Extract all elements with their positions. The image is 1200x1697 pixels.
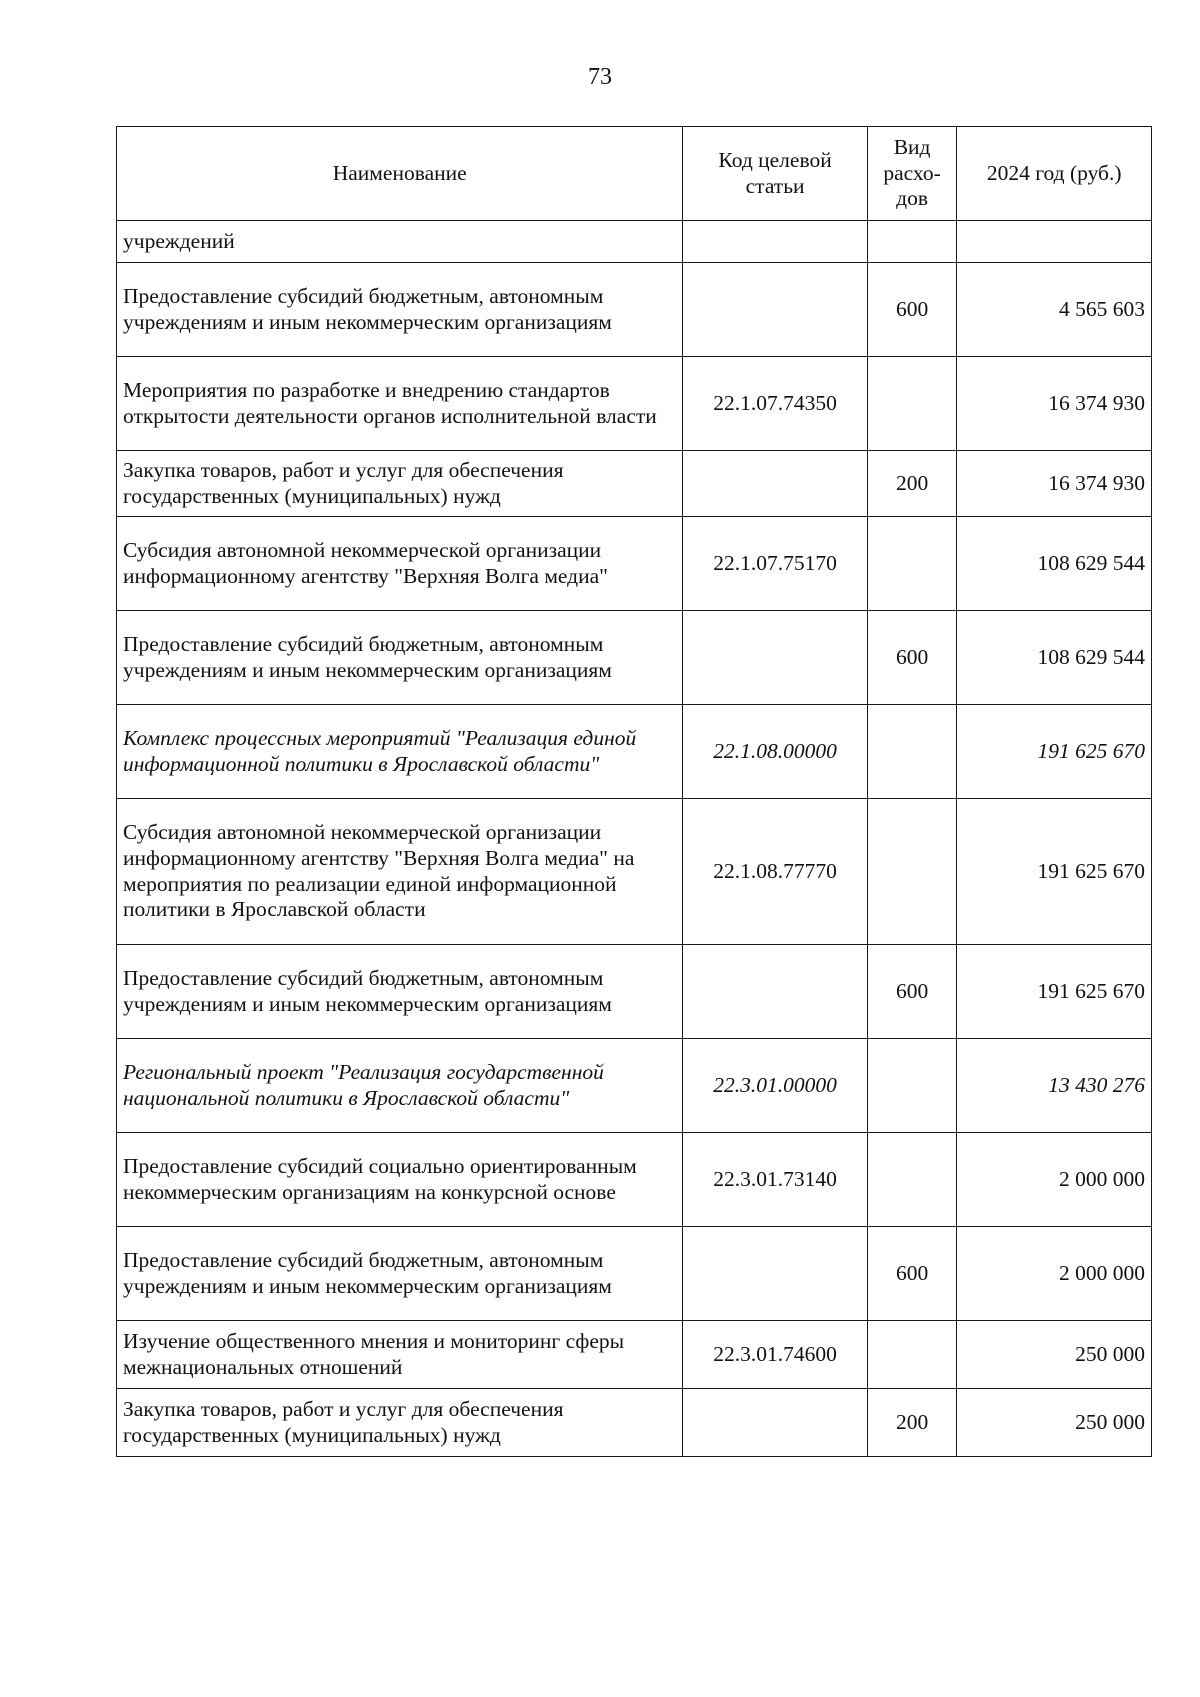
row-code: 22.3.01.74600: [683, 1321, 867, 1389]
row-name: Комплекс процессных мероприятий "Реализация единой информационной политики в Ярославской области": [117, 705, 683, 799]
row-type: 200: [867, 1389, 957, 1457]
table-row-section: [117, 705, 1152, 799]
row-code: 22.1.08.00000: [683, 705, 867, 799]
row-type: [867, 1039, 957, 1133]
row-name: Предоставление субсидий бюджетным, автономным учреждениям и иным некоммерческим организациям: [117, 945, 683, 1039]
table-row: [117, 1227, 1152, 1321]
row-amount: 108 629 544: [957, 611, 1152, 705]
row-type: 600: [867, 1227, 957, 1321]
row-name: Региональный проект "Реализация государственной национальной политики в Ярославской области": [117, 1039, 683, 1133]
row-amount: 191 625 670: [957, 945, 1152, 1039]
row-name: Мероприятия по разработке и внедрению стандартов открытости деятельности органов исполнительной власти: [117, 357, 683, 451]
table-row: [117, 1389, 1152, 1457]
row-name: Предоставление субсидий бюджетным, автономным учреждениям и иным некоммерческим организациям: [117, 1227, 683, 1321]
row-amount: 108 629 544: [957, 517, 1152, 611]
row-type: [867, 517, 957, 611]
row-code: 22.1.07.74350: [683, 357, 867, 451]
row-name: Субсидия автономной некоммерческой организации информационному агентству "Верхняя Волга медиа": [117, 517, 683, 611]
row-amount: 250 000: [957, 1389, 1152, 1457]
row-amount: 2 000 000: [957, 1133, 1152, 1227]
row-type: [867, 1321, 957, 1389]
row-type: 600: [867, 611, 957, 705]
table-row: [117, 799, 1152, 945]
table-row: [117, 1321, 1152, 1389]
row-code: [683, 945, 867, 1039]
table-row: [117, 221, 1152, 263]
row-type: [867, 221, 957, 263]
row-name: Предоставление субсидий социально ориентированным некоммерческим организациям на конкурсной основе: [117, 1133, 683, 1227]
row-type: [867, 799, 957, 945]
row-type: [867, 1133, 957, 1227]
row-code: 22.1.08.77770: [683, 799, 867, 945]
row-code: [683, 611, 867, 705]
row-type: 200: [867, 451, 957, 517]
row-name: Изучение общественного мнения и мониторинг сферы межнациональных отношений: [117, 1321, 683, 1389]
row-code: 22.3.01.73140: [683, 1133, 867, 1227]
row-name: Закупка товаров, работ и услуг для обеспечения государственных (муниципальных) нужд: [117, 451, 683, 517]
row-code: [683, 1227, 867, 1321]
row-amount: 16 374 930: [957, 451, 1152, 517]
row-name: Предоставление субсидий бюджетным, автономным учреждениям и иным некоммерческим организациям: [117, 263, 683, 357]
table-row: [117, 1133, 1152, 1227]
row-name: Закупка товаров, работ и услуг для обеспечения государственных (муниципальных) нужд: [117, 1389, 683, 1457]
table-header-row: [117, 127, 1152, 221]
row-code: [683, 451, 867, 517]
table-row-section: [117, 1039, 1152, 1133]
row-name: Субсидия автономной некоммерческой организации информационному агентству "Верхняя Волга медиа" на мероприятия по реализации единой информационной политики в Ярославской области: [117, 799, 683, 945]
row-code: [683, 263, 867, 357]
row-amount: 191 625 670: [957, 705, 1152, 799]
table-row: [117, 945, 1152, 1039]
row-code: [683, 1389, 867, 1457]
header-name: Наименование: [117, 127, 683, 221]
row-amount: [957, 221, 1152, 263]
table-body: [117, 221, 1152, 1457]
row-type: [867, 357, 957, 451]
table-row: [117, 263, 1152, 357]
row-amount: 13 430 276: [957, 1039, 1152, 1133]
row-type: 600: [867, 945, 957, 1039]
row-amount: 4 565 603: [957, 263, 1152, 357]
row-code: [683, 221, 867, 263]
table-row: [117, 611, 1152, 705]
row-code: 22.1.07.75170: [683, 517, 867, 611]
row-amount: 2 000 000: [957, 1227, 1152, 1321]
budget-table: [116, 126, 1152, 1457]
header-code: Код целевой статьи: [683, 127, 867, 221]
header-amount: 2024 год (руб.): [957, 127, 1152, 221]
table-row: [117, 357, 1152, 451]
row-amount: 250 000: [957, 1321, 1152, 1389]
row-amount: 191 625 670: [957, 799, 1152, 945]
row-type: 600: [867, 263, 957, 357]
header-type: Вид расхо-дов: [867, 127, 957, 221]
row-code: 22.3.01.00000: [683, 1039, 867, 1133]
row-name: учреждений: [117, 221, 683, 263]
table-row: [117, 451, 1152, 517]
page-number: 73: [588, 64, 612, 90]
row-type: [867, 705, 957, 799]
table-row: [117, 517, 1152, 611]
row-amount: 16 374 930: [957, 357, 1152, 451]
row-name: Предоставление субсидий бюджетным, автономным учреждениям и иным некоммерческим организациям: [117, 611, 683, 705]
